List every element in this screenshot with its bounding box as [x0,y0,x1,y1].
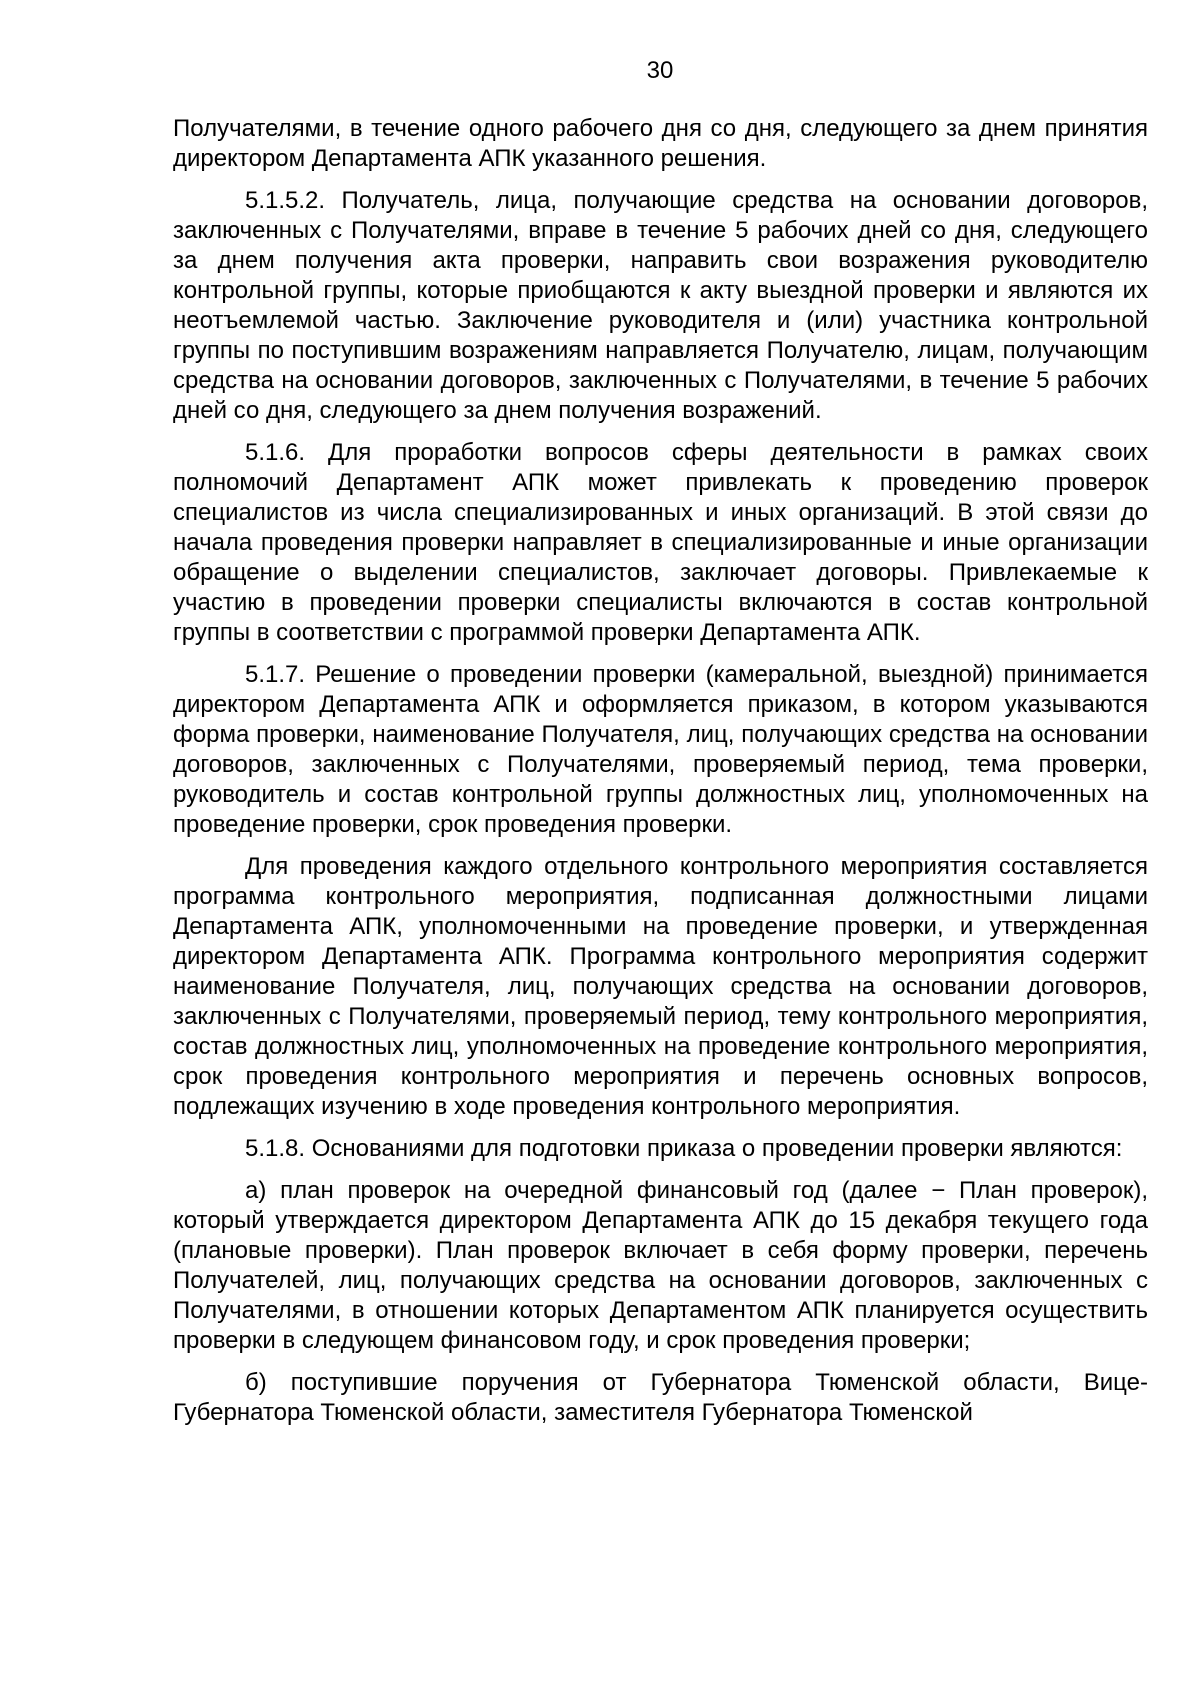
document-body [173,114,1148,1440]
paragraph-5-1-5-2: 5.1.5.2. Получатель, лица, получающие средства на основании договоров, заключенных с Получателями, вправе в течение 5 рабочих дней со дня, следующего за днем получения акта проверки, направить свои возражения руководителю контрольной группы, которые приобщаются к акту выездной проверки и являются их неотъемлемой частью. Заключение руководителя и (или) участника контрольной группы по поступившим возражениям направляется Получателю, лицам, получающим средства на основании договоров, заключенных с Получателями, в течение 5 рабочих дней со дня, следующего за днем получения возражений. [173,187,1148,424]
paragraph-5-1-8: 5.1.8. Основаниями для подготовки приказа о проведении проверки являются: [245,1135,1123,1162]
paragraph-continuation: Получателями, в течение одного рабочего дня со дня, следующего за днем принятия директором Департамента АПК указанного решения. [173,115,1148,172]
paragraph-item-b: б) поступившие поручения от Губернатора Тюменской области, Вице-Губернатора Тюменской области, заместителя Губернатора Тюменской [173,1369,1148,1426]
paragraph-5-1-6: 5.1.6. Для проработки вопросов сферы деятельности в рамках своих полномочий Департамент АПК может привлекать к проведению проверок специалистов из числа специализированных и иных организаций. В этой связи до начала проведения проверки направляет в специализированные и иные организации обращение о выделении специалистов, заключает договоры. Привлекаемые к участию в проведении проверки специалисты включаются в состав контрольной группы в соответствии с программой проверки Департамента АПК. [173,439,1148,646]
page-number: 30 [646,57,674,84]
paragraph-program: Для проведения каждого отдельного контрольного мероприятия составляется программа контрольного мероприятия, подписанная должностными лицами Департамента АПК, уполномоченными на проведение проверки, и утвержденная директором Департамента АПК. Программа контрольного мероприятия содержит наименование Получателя, лиц, получающих средства на основании договоров, заключенных с Получателями, проверяемый период, тему контрольного мероприятия, состав должностных лиц, уполномоченных на проведение контрольного мероприятия, срок проведения контрольного мероприятия и перечень основных вопросов, подлежащих изучению в ходе проведения контрольного мероприятия. [173,853,1148,1120]
paragraph-5-1-7: 5.1.7. Решение о проведении проверки (камеральной, выездной) принимается директором Департамента АПК и оформляется приказом, в котором указываются форма проверки, наименование Получателя, лиц, получающих средства на основании договоров, заключенных с Получателями, проверяемый период, тема проверки, руководитель и состав контрольной группы должностных лиц, уполномоченных на проведение проверки, срок проведения проверки. [173,661,1148,838]
paragraph-item-a: а) план проверок на очередной финансовый год (далее − План проверок), который утверждается директором Департамента АПК до 15 декабря текущего года (плановые проверки). План проверок включает в себя форму проверки, перечень Получателей, лиц, получающих средства на основании договоров, заключенных с Получателями, в отношении которых Департаментом АПК планируется осуществить проверки в следующем финансовом году, и срок проведения проверки; [173,1177,1148,1354]
